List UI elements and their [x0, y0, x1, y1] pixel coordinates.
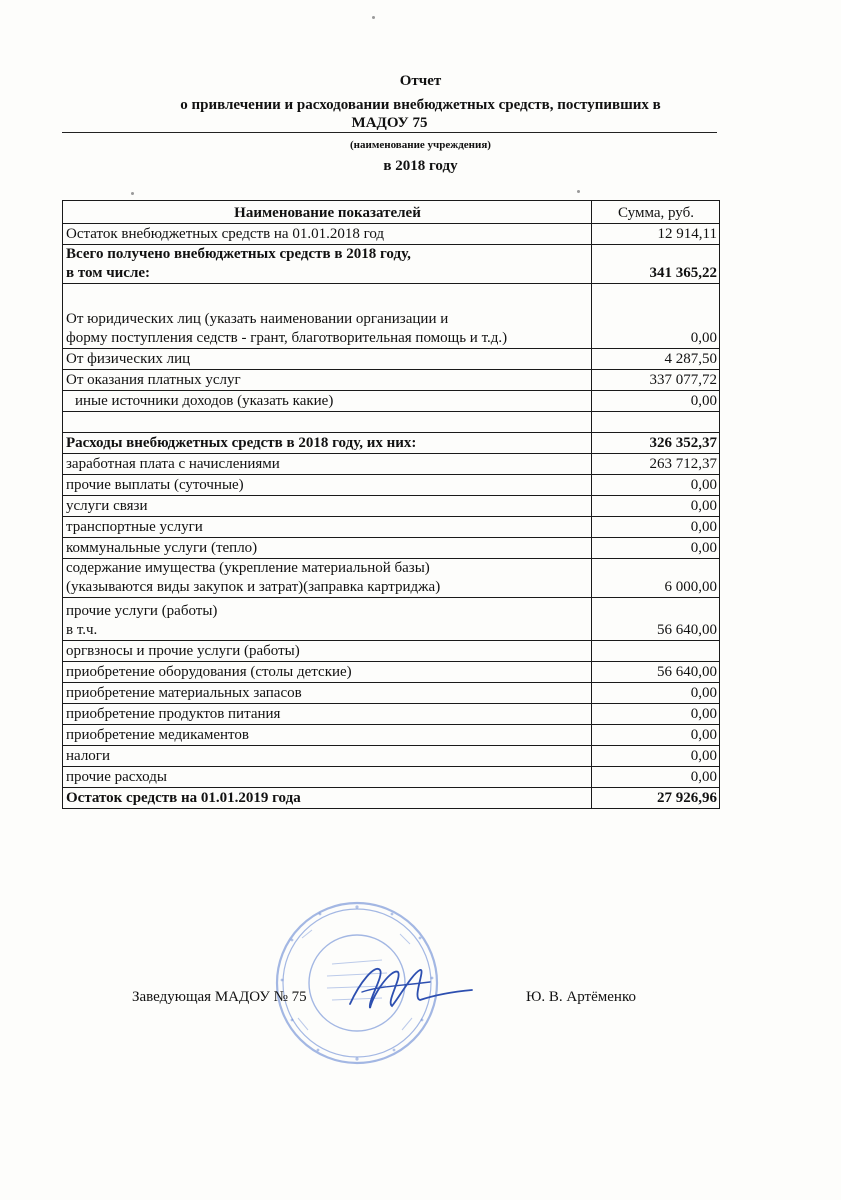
row-value: 0,00	[592, 538, 720, 559]
table-row	[63, 517, 720, 538]
row-label: заработная плата с начислениями	[63, 454, 592, 475]
row-value: 0,00	[592, 725, 720, 746]
row-value: 0,00	[592, 391, 720, 412]
table-row	[63, 496, 720, 517]
row-value: 0,00	[592, 475, 720, 496]
table-row	[63, 454, 720, 475]
table-row	[63, 704, 720, 725]
table-header-row	[63, 201, 720, 224]
row-label-line1: Всего получено внебюджетных средств в 2018 году,	[66, 246, 411, 262]
row-value: 0,00	[592, 683, 720, 704]
row-label-line2: форму поступления седств - грант, благотворительная помощь и т.д.)	[66, 330, 508, 346]
table-row	[63, 641, 720, 662]
report-title: Отчет	[399, 73, 442, 89]
table-row	[63, 683, 720, 704]
row-value: 263 712,37	[592, 454, 720, 475]
row-label: От оказания платных услуг	[63, 370, 592, 391]
table-row-total-expenses	[63, 433, 720, 454]
report-subtitle: о привлечении и расходовании внебюджетных средств, поступивших в	[180, 97, 661, 113]
institution-name: МАДОУ 75	[62, 115, 717, 133]
institution-note: (наименование учреждения)	[350, 139, 491, 151]
row-value: 0,00	[592, 767, 720, 788]
row-label: приобретение медикаментов	[63, 725, 592, 746]
table-row	[63, 559, 720, 598]
row-value: 56 640,00	[592, 598, 720, 641]
row-value: 4 287,50	[592, 349, 720, 370]
table-row	[63, 767, 720, 788]
row-label	[63, 559, 592, 598]
row-value: 337 077,72	[592, 370, 720, 391]
table-row	[63, 538, 720, 559]
table-row	[63, 284, 720, 349]
row-value: 6 000,00	[592, 559, 720, 598]
report-period: в 2018 году	[383, 158, 458, 174]
scan-speck	[372, 16, 375, 19]
table-row	[63, 746, 720, 767]
row-label-line2: в т.ч.	[66, 622, 98, 638]
table-row-empty	[63, 412, 720, 433]
row-label	[63, 245, 592, 284]
table-row	[63, 370, 720, 391]
row-label-line2: в том числе:	[66, 265, 151, 281]
row-label: услуги связи	[63, 496, 592, 517]
row-label: От физических лиц	[63, 349, 592, 370]
row-label	[63, 598, 592, 641]
table-row	[63, 224, 720, 245]
row-label: приобретение продуктов питания	[63, 704, 592, 725]
row-label: Расходы внебюджетных средств в 2018 году, их них:	[63, 433, 592, 454]
row-label: приобретение оборудования (столы детские)	[63, 662, 592, 683]
row-value: 0,00	[592, 746, 720, 767]
row-value: 56 640,00	[592, 662, 720, 683]
scan-speck	[131, 192, 134, 195]
table-row-closing-balance	[63, 788, 720, 809]
row-label: коммунальные услуги (тепло)	[63, 538, 592, 559]
row-label: оргвзносы и прочие услуги (работы)	[63, 641, 592, 662]
signature-position: Заведующая МАДОУ № 75	[132, 989, 307, 1005]
report-title-block	[0, 72, 841, 114]
row-value: 12 914,11	[592, 224, 720, 245]
row-label-line1: содержание имущества (укрепление материальной базы)	[66, 560, 430, 576]
table-row	[63, 662, 720, 683]
table-row	[63, 391, 720, 412]
header-name: Наименование показателей	[63, 201, 592, 224]
row-label: транспортные услуги	[63, 517, 592, 538]
table-row	[63, 725, 720, 746]
row-value: 341 365,22	[592, 245, 720, 284]
row-value-empty	[592, 412, 720, 433]
row-value: 0,00	[592, 517, 720, 538]
row-value: 27 926,96	[592, 788, 720, 809]
row-label-line1: От юридических лиц (указать наименовании организации и	[66, 311, 449, 327]
header-sum: Сумма, руб.	[592, 201, 720, 224]
row-label	[63, 284, 592, 349]
row-value: 0,00	[592, 496, 720, 517]
row-label-empty	[63, 412, 592, 433]
scan-speck	[577, 190, 580, 193]
row-label: иные источники доходов (указать какие)	[63, 391, 592, 412]
row-value: 0,00	[592, 284, 720, 349]
row-label: прочие расходы	[63, 767, 592, 788]
signature-name: Ю. В. Артёменко	[526, 989, 636, 1005]
row-value	[592, 641, 720, 662]
table-row	[63, 349, 720, 370]
row-value: 326 352,37	[592, 433, 720, 454]
row-label: Остаток внебюджетных средств на 01.01.2018 год	[63, 224, 592, 245]
row-label: налоги	[63, 746, 592, 767]
table-row	[63, 475, 720, 496]
row-label: прочие выплаты (суточные)	[63, 475, 592, 496]
row-value: 0,00	[592, 704, 720, 725]
table-row	[63, 598, 720, 641]
table-row-total-received	[63, 245, 720, 284]
handwritten-signature	[340, 952, 480, 1022]
report-table	[62, 200, 720, 809]
row-label-line2: (указываются виды закупок и затрат)(заправка картриджа)	[66, 579, 441, 595]
row-label-line1: прочие услуги (работы)	[66, 603, 218, 619]
row-label: Остаток средств на 01.01.2019 года	[63, 788, 592, 809]
row-label: приобретение материальных запасов	[63, 683, 592, 704]
